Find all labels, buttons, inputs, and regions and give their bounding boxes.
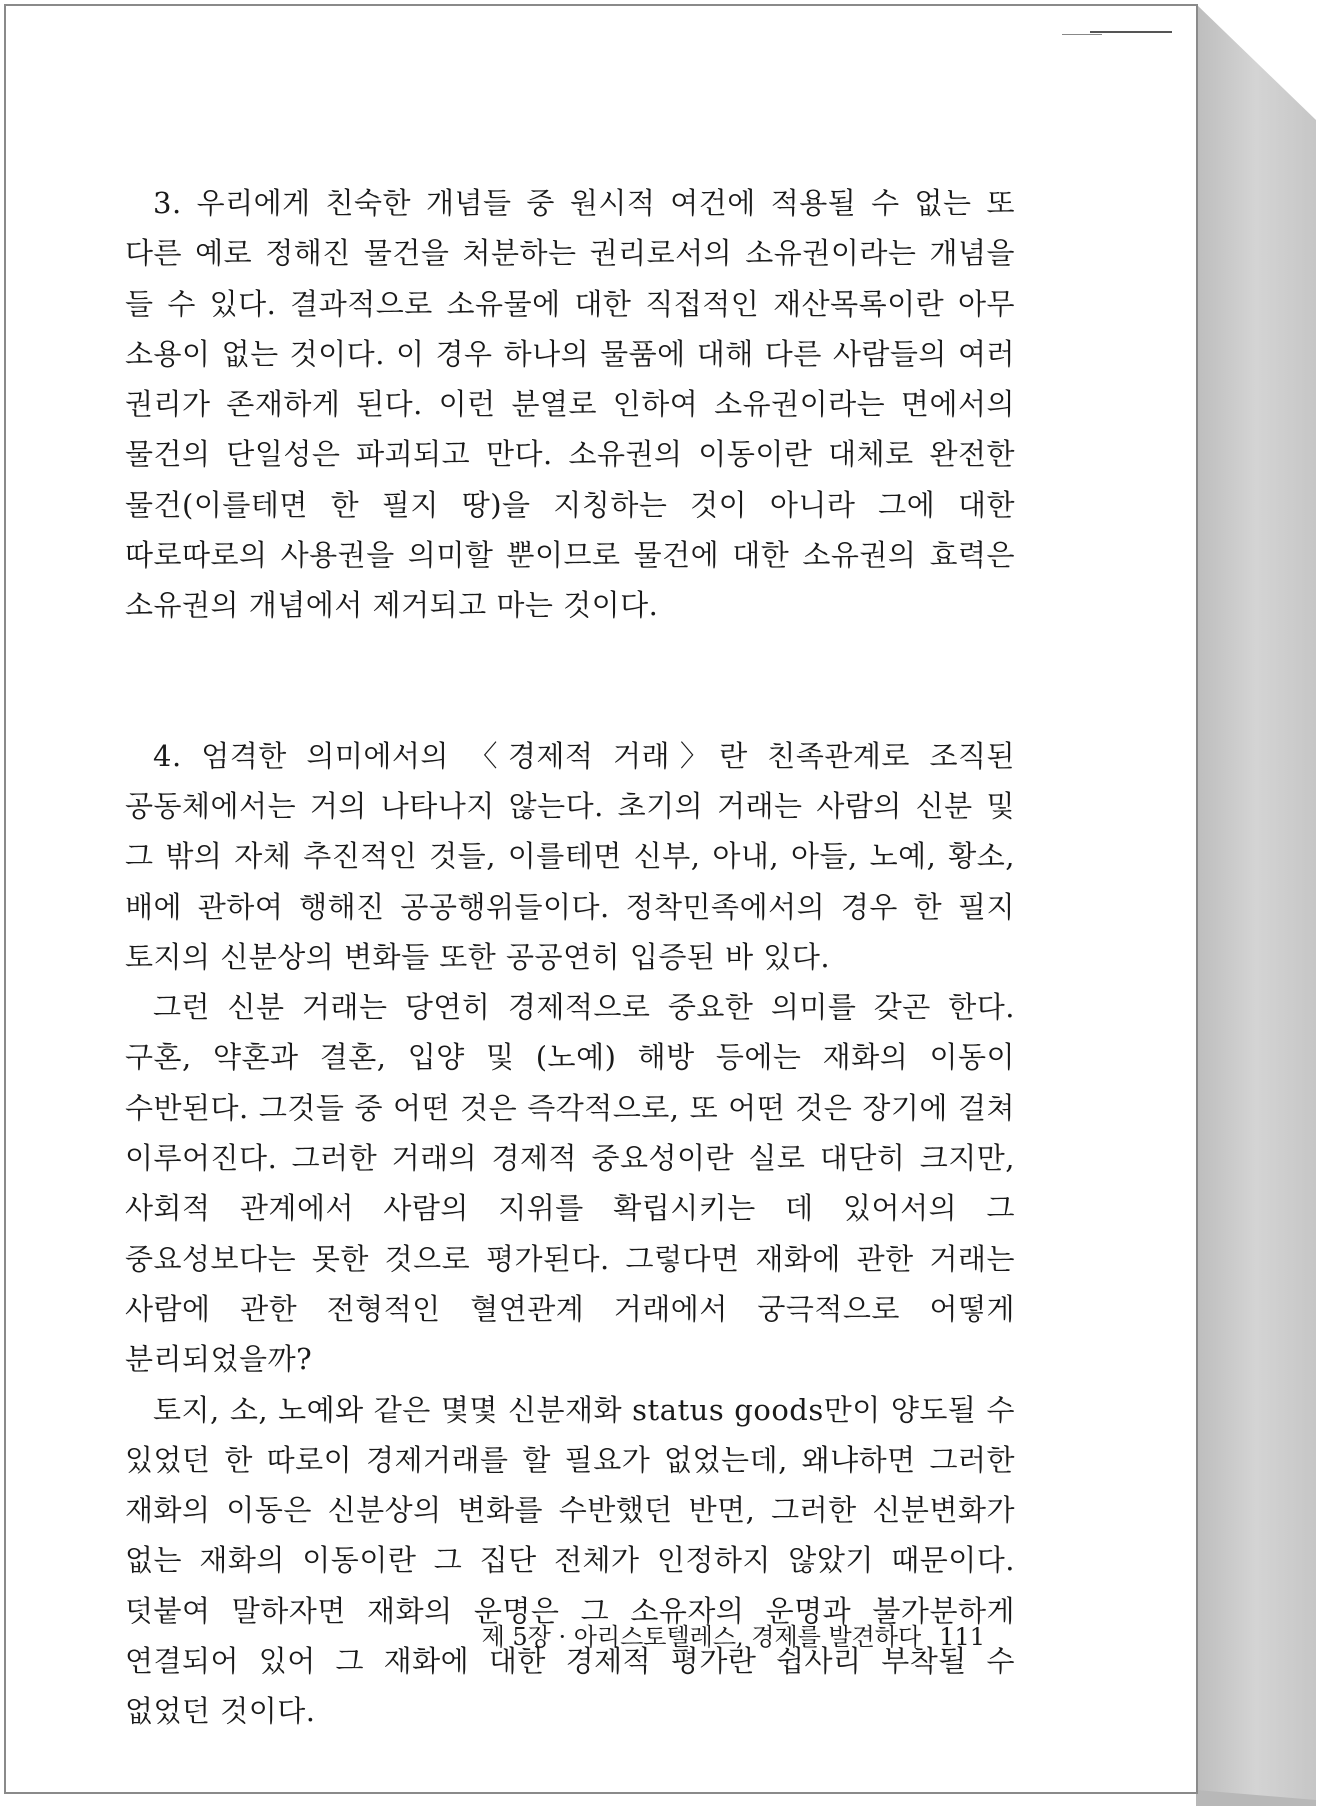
top-rule-mark-faint	[1062, 34, 1102, 35]
paragraph-status-goods: 토지, 소, 노예와 같은 몇몇 신분재화 status goods만이 양도될 수 있었던 한 따로이 경제거래를 할 필요가 없었는데, 왜냐하면 그러한 재화의 이동은 신분상의 변화를 수반했던 반면, 그러한 신분변화가 없는 재화의 이동이란 그 집단 전체가 인정하지 않았기 때문이다. 덧붙여 말하자면 재화의 운명은 그 소유자의 운명과 불가분하게 연결되어 있어 그 재화에 대한 경제적 평가란 쉽사리 부착될 수 없었던 것이다.	[125, 1392, 1015, 1729]
paragraph-4: 4. 엄격한 의미에서의 〈경제적 거래〉란 친족관계로 조직된 공동체에서는 거의 나타나지 않는다. 초기의 거래는 사람의 신분 및 그 밖의 자체 추진적인 것들, 이를테면 신부, 아내, 아들, 노예, 황소, 배에 관하여 행해진 공공행위들이다. 정착민족에서의 경우 한 필지 토지의 신분상의 변화들 또한 공공연히 입증된 바 있다.	[125, 738, 1015, 974]
page-number: 111	[939, 1623, 985, 1651]
paragraph-3: 3. 우리에게 친숙한 개념들 중 원시적 여건에 적용될 수 없는 또 다른 예로 정해진 물건을 처분하는 권리로서의 소유권이라는 개념을 들 수 있다. 결과적으로 소유물에 대한 직접적인 재산목록이란 아무 소용이 없는 것이다. 이 경우 하나의 물품에 대해 다른 사람들의 여러 권리가 존재하게 된다. 이런 분열로 인하여 소유권이라는 면에서의 물건의 단일성은 파괴되고 만다. 소유권의 이동이란 대체로 완전한 물건(이를테면 한 필지 땅)을 지칭하는 것이 아니라 그에 대한 따로따로의 사용권을 의미할 뿐이므로 물건에 대한 소유권의 효력은 소유권의 개념에서 제거되고 마는 것이다.	[125, 186, 1015, 623]
body-text	[125, 178, 1015, 1737]
paragraph-status-transactions: 그런 신분 거래는 당연히 경제적으로 중요한 의미를 갖곤 한다. 구혼, 약혼과 결혼, 입양 및 (노예) 해방 등에는 재화의 이동이 수반된다. 그것들 중 어떤 것은 즉각적으로, 또 어떤 것은 장기에 걸쳐 이루어진다. 그러한 거래의 경제적 중요성이란 실로 대단히 크지만, 사회적 관계에서 사람의 지위를 확립시키는 데 있어서의 그 중요성보다는 못한 것으로 평가된다. 그렇다면 재화에 관한 거래는 사람에 관한 전형적인 혈연관계 거래에서 궁극적으로 어떻게 분리되었을까?	[125, 990, 1015, 1377]
running-head: 제 5장 · 아리스토텔레스, 경제를 발견하다	[481, 1623, 922, 1651]
page-footer	[480, 1617, 985, 1652]
top-rule-mark	[1090, 31, 1172, 33]
